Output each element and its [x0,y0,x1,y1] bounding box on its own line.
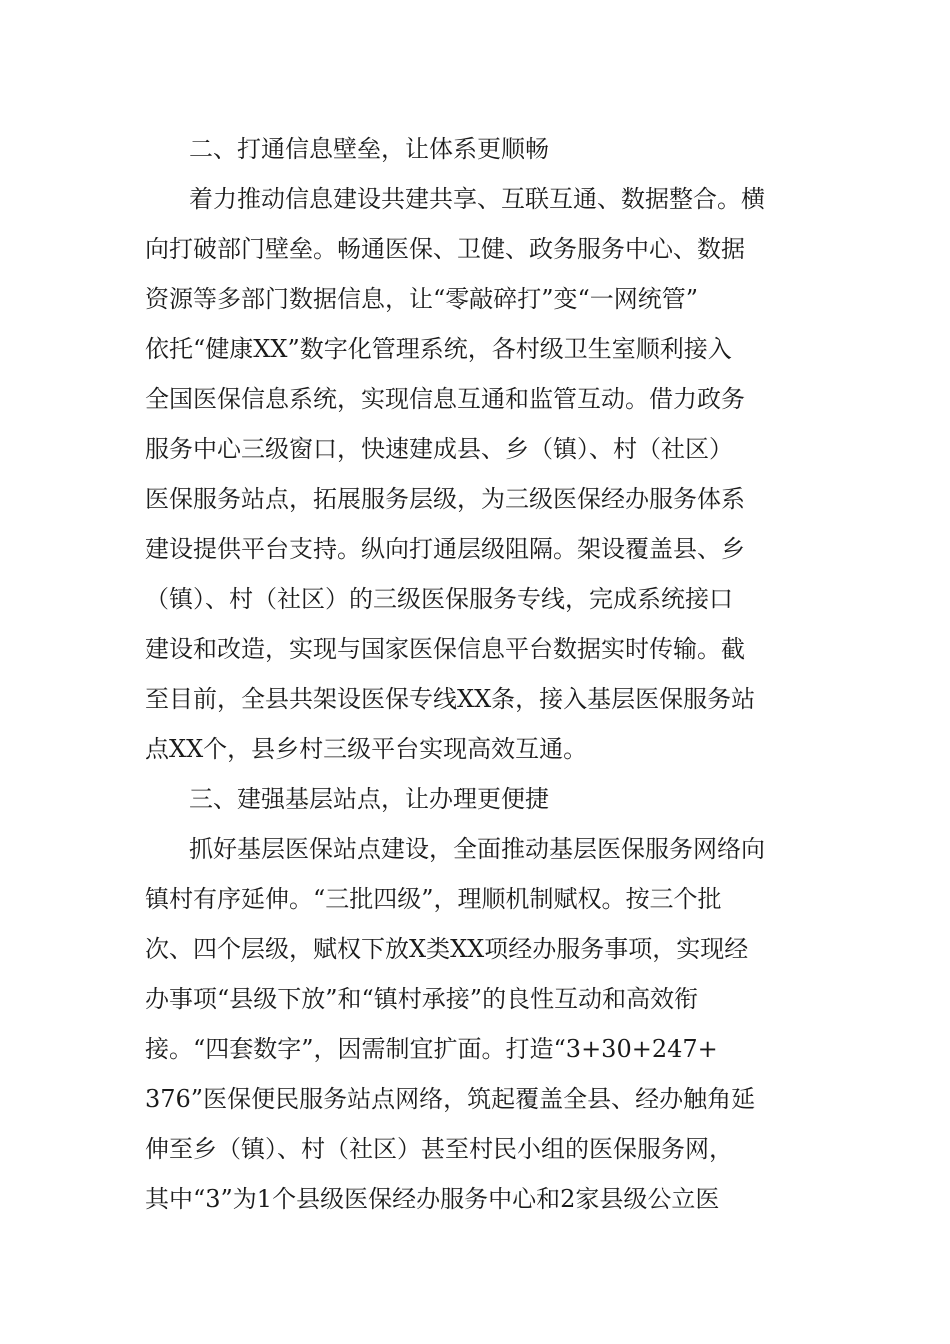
paragraph-line: 资源等多部门数据信息，让“零敲碎打”变“一网统管” [145,285,699,313]
paragraph-line: 向打破部门壁垒。畅通医保、卫健、政务服务中心、数据 [145,235,745,263]
paragraph-line: 镇村有序延伸。“三批四级”，理顺机制赋权。按三个批 [145,885,722,913]
paragraph-line: 依托“健康XX”数字化管理系统，各村级卫生室顺利接入 [145,335,732,363]
paragraph-line: 次、四个层级，赋权下放X类XX项经办服务事项，实现经 [145,935,749,963]
document-body [145,124,815,1224]
paragraph-line: （镇）、村（社区）的三级医保服务专线，完成系统接口 [145,585,733,613]
paragraph-line: 着力推动信息建设共建共享、互联互通、数据整合。横 [189,185,765,213]
section-heading: 三、建强基层站点，让办理更便捷 [189,785,549,813]
paragraph-line: 接。“四套数字”，因需制宜扩面。打造“3+30+247+ [145,1035,718,1063]
paragraph-line: 办事项“县级下放”和“镇村承接”的良性互动和高效衔 [145,985,699,1013]
paragraph-line: 服务中心三级窗口，快速建成县、乡（镇）、村（社区） [145,435,733,463]
paragraph-line: 全国医保信息系统，实现信息互通和监管互动。借力政务 [145,385,745,413]
paragraph-line: 建设提供平台支持。纵向打通层级阻隔。架设覆盖县、乡 [145,535,745,563]
paragraph-line: 376”医保便民服务站点网络，筑起覆盖全县、经办触角延 [145,1085,756,1113]
paragraph-line: 建设和改造，实现与国家医保信息平台数据实时传输。截 [145,635,745,663]
paragraph-line: 医保服务站点，拓展服务层级，为三级医保经办服务体系 [145,485,745,513]
paragraph-line: 伸至乡（镇）、村（社区）甚至村民小组的医保服务网， [145,1135,733,1163]
section-heading: 二、打通信息壁垒，让体系更顺畅 [189,135,549,163]
paragraph-line: 其中“3”为1个县级医保经办服务中心和2家县级公立医 [145,1185,720,1213]
paragraph-line: 至目前，全县共架设医保专线XX条，接入基层医保服务站 [145,685,756,713]
paragraph-line: 点XX个，县乡村三级平台实现高效互通。 [145,735,588,763]
paragraph-line: 抓好基层医保站点建设，全面推动基层医保服务网络向 [189,835,765,863]
